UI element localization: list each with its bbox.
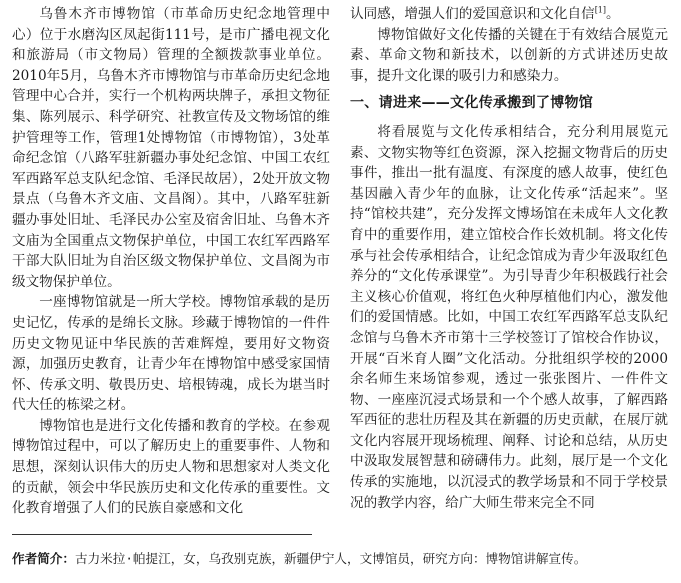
continuation-text: 认同感，增强人们的爱国意识和文化自信	[350, 6, 595, 22]
continuation-end: 。	[606, 6, 620, 22]
author-footnote	[12, 550, 672, 568]
footnote-text: 古力米拉·帕提江，女，乌孜别克族，新疆伊宁人，文博馆员，研究方向：博物馆讲解宣传。	[74, 551, 587, 566]
footnote-label: 作者简介：	[12, 551, 75, 566]
paragraph-museum-as-school: 一座博物馆就是一所大学校。博物馆承载的是历史记忆，传承的是绵长文脉。珍藏于博物馆的一件件历史文物见证中华民族的苦难辉煌，要用好文物资源，加强历史教育，让青少年在博物馆中感受家国情怀、传承文明、敬畏历史、培根铸魂，成长为堪当时代大任的栋梁之材。	[12, 294, 330, 414]
paragraph-continuation	[350, 4, 668, 25]
section-heading: 一、请进来——文化传承搬到了博物馆	[350, 95, 594, 112]
footnote-divider	[12, 534, 312, 535]
paragraph-exhibition-heritage: 将看展览与文化传承相结合，充分利用展览元素、文物实物等红色资源，深入挖掘文物背后的历史事件，推出一批有温度、有深度的感人故事，使红色基因融入青少年的血脉，让文化传承“活起来”。坚持“馆校共建”，充分发挥文博场馆在未成年人文化教育中的重要作用，建立馆校合作长效机制。将文化传承与社会传承相结合，让纪念馆成为青少年汲取红色养分的“文化传承课堂”。为引导青少年积极践行社会主义核心价值观，将红色火种厚植他们内心，激发他们的爱国情感。比如，中国工农红军西路军总支队纪念馆与乌鲁木齐市第十三学校签订了馆校合作协议，开展“百米育人圈”文化活动。分批组织学校的2000余名师生来场馆参观，透过一张张图片、一件件文物、一座座沉浸式场景和一个个感人故事，了解西路军西征的悲壮历程及其在新疆的历史贡献，在展厅就文化内容展开现场梳理、阐释、讨论和总结，从历史中汲取发展智慧和磅礴伟力。此刻，展厅是一个文化传承的实施地，以沉浸式的教学场景和不同于学校景况的教学内容，给广大师生带来完全不同	[350, 123, 668, 511]
paragraph-key-of-dissemination: 博物馆做好文化传播的关键在于有效结合展览元素、革命文物和新技术，以创新的方式讲述历史故事，提升文化课的吸引力和感染力。	[350, 26, 668, 84]
citation-ref[interactable]: [1]	[594, 5, 607, 15]
left-column	[12, 4, 330, 519]
paragraph-cultural-education: 博物馆也是进行文化传播和教育的学校。在参观博物馆过程中，可以了解历史上的重要事件、人物和思想，深刻认识伟大的历史人物和思想家对人类文化的贡献，领会中华民族历史和文化传承的重要性。文化教育增强了人们的民族自豪感和文化	[12, 417, 330, 517]
right-column	[350, 4, 668, 513]
paragraph-museum-intro: 乌鲁木齐市博物馆（市革命历史纪念地管理中心）位于水磨沟区凤起街111号，是市广播电视文化和旅游局（市文物局）管理的全额拨款事业单位。2010年5月，乌鲁木齐市博物馆与市革命历史纪念地管理中心合并，实行一个机构两块牌子，承担文物征集、陈列展示、科学研究、社教宣传及文物场馆的维护管理等工作，管理1处博物馆（市博物馆），3处革命纪念馆（八路军驻新疆办事处纪念馆、中国工农红军西路军总支队纪念馆、毛泽民故居），2处开放文物景点（乌鲁木齐文庙、文昌阁）。其中，八路军驻新疆办事处旧址、毛泽民办公室及宿舍旧址、乌鲁木齐文庙为全国重点文物保护单位，中国工农红军西路军干部大队旧址为自治区级文物保护单位、文昌阁为市级文物保护单位。	[12, 6, 330, 290]
